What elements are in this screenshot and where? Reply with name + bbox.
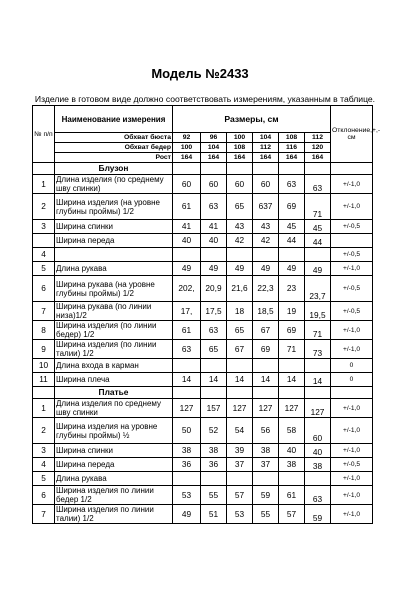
size-value: 53 [227, 505, 253, 524]
section-num-cell [33, 387, 55, 399]
size-value: 40 [201, 234, 227, 248]
row-number: 11 [33, 373, 55, 387]
size-value: 69 [279, 194, 305, 220]
row-number: 7 [33, 505, 55, 524]
row-number: 4 [33, 248, 55, 262]
size-value: 51 [201, 505, 227, 524]
table-row [33, 458, 373, 472]
size-value: 44 [279, 234, 305, 248]
row-number: 8 [33, 321, 55, 340]
size-value: 49 [253, 262, 279, 276]
row-number: 2 [33, 418, 55, 444]
size-value: 18,5 [253, 302, 279, 321]
empty-cell [201, 163, 227, 175]
row-number: 3 [33, 220, 55, 234]
size-value [253, 359, 279, 373]
deviation-value: 0 [331, 373, 373, 387]
table-row [33, 340, 373, 359]
size-value: 58 [279, 418, 305, 444]
table-row [33, 418, 373, 444]
size-value: 20,9 [201, 276, 227, 302]
measure-name: Ширина изделия (на уровне глубины проймы) 1/2 [55, 194, 173, 220]
size-value: 73 [305, 340, 331, 359]
size-value: 49 [173, 505, 201, 524]
deviation-value: +/-1,0 [331, 399, 373, 418]
row-number: 1 [33, 399, 55, 418]
deviation-value: +/-1,0 [331, 418, 373, 444]
size-value: 164 [201, 153, 227, 163]
size-value: 61 [173, 194, 201, 220]
row-number: 4 [33, 458, 55, 472]
size-value [279, 472, 305, 486]
size-value [227, 472, 253, 486]
size-value: 60 [305, 418, 331, 444]
size-value [227, 248, 253, 262]
size-value: 49 [279, 262, 305, 276]
size-value: 65 [201, 340, 227, 359]
size-value: 52 [201, 418, 227, 444]
size-value: 53 [173, 486, 201, 505]
size-value: 14 [279, 373, 305, 387]
measure-label: Обхват бедер [55, 143, 173, 153]
measure-name: Длина изделия (по среднему шву спинки) [55, 175, 173, 194]
size-value: 61 [173, 321, 201, 340]
empty-cell [279, 387, 305, 399]
measure-row [33, 153, 373, 163]
size-value: 112 [253, 143, 279, 153]
size-value: 23,7 [305, 276, 331, 302]
size-value [253, 248, 279, 262]
measure-name: Длина рукава [55, 262, 173, 276]
size-value: 116 [279, 143, 305, 153]
table-row [33, 373, 373, 387]
size-value: 60 [201, 175, 227, 194]
num-header: № п/п [33, 106, 55, 163]
size-value [253, 472, 279, 486]
measure-name: Ширина изделия (по линии талии) 1/2 [55, 340, 173, 359]
deviation-value: +/-0,5 [331, 458, 373, 472]
size-value: 60 [173, 175, 201, 194]
measure-name: Ширина рукава (на уровне глубины проймы) 1/2 [55, 276, 173, 302]
size-value: 14 [305, 373, 331, 387]
size-value: 57 [227, 486, 253, 505]
size-value: 19 [279, 302, 305, 321]
table-row [33, 321, 373, 340]
size-value: 63 [305, 175, 331, 194]
section-title: Блузон [55, 163, 173, 175]
table-row [33, 399, 373, 418]
size-value: 45 [279, 220, 305, 234]
size-value: 36 [173, 458, 201, 472]
empty-cell [173, 387, 201, 399]
measure-row [33, 133, 373, 143]
size-value: 22,3 [253, 276, 279, 302]
size-value: 23 [279, 276, 305, 302]
empty-cell [227, 163, 253, 175]
size-value: 59 [305, 505, 331, 524]
size-value: 100 [227, 133, 253, 143]
size-value: 41 [173, 220, 201, 234]
deviation-value: +/-1,0 [331, 472, 373, 486]
size-value: 42 [227, 234, 253, 248]
size-value: 67 [253, 321, 279, 340]
deviation-value [331, 234, 373, 248]
size-value: 164 [305, 153, 331, 163]
size-value: 104 [201, 143, 227, 153]
page-title: Модель №2433 [151, 66, 249, 81]
size-value: 36 [201, 458, 227, 472]
size-value: 17, [173, 302, 201, 321]
measure-name: Ширина плеча [55, 373, 173, 387]
size-value: 63 [279, 175, 305, 194]
page-subtitle: Изделие в готовом виде должно соответствовать измерениям, указанным в таблице. [34, 94, 376, 104]
table-row [33, 359, 373, 373]
size-value: 127 [173, 399, 201, 418]
size-value: 49 [227, 262, 253, 276]
size-value: 38 [279, 458, 305, 472]
size-value: 60 [227, 175, 253, 194]
size-value: 14 [227, 373, 253, 387]
size-value: 120 [305, 143, 331, 153]
size-value: 71 [305, 321, 331, 340]
deviation-value: +/-1,0 [331, 262, 373, 276]
size-value [201, 248, 227, 262]
measure-name: Ширина спинки [55, 444, 173, 458]
size-value: 127 [279, 399, 305, 418]
row-number: 3 [33, 444, 55, 458]
size-value: 39 [227, 444, 253, 458]
table-row [33, 194, 373, 220]
size-value: 104 [253, 133, 279, 143]
size-value: 127 [227, 399, 253, 418]
row-number: 10 [33, 359, 55, 373]
measure-label: Рост [55, 153, 173, 163]
size-value: 43 [227, 220, 253, 234]
size-value: 43 [253, 220, 279, 234]
measure-name: Ширина переда [55, 458, 173, 472]
table-row [33, 472, 373, 486]
deviation-value: +/-0,5 [331, 276, 373, 302]
size-value: 67 [227, 340, 253, 359]
measure-name: Длина рукава [55, 472, 173, 486]
size-value: 69 [253, 340, 279, 359]
size-value [201, 472, 227, 486]
table-row [33, 248, 373, 262]
size-value: 38 [173, 444, 201, 458]
size-value: 42 [253, 234, 279, 248]
size-value: 38 [253, 444, 279, 458]
size-value: 40 [305, 444, 331, 458]
size-value: 59 [253, 486, 279, 505]
size-value: 63 [201, 194, 227, 220]
size-value: 38 [201, 444, 227, 458]
empty-cell [331, 387, 373, 399]
size-value [227, 359, 253, 373]
table-row [33, 444, 373, 458]
size-value: 63 [201, 321, 227, 340]
size-value: 38 [305, 458, 331, 472]
size-value: 40 [279, 444, 305, 458]
deviation-value: +/-1,0 [331, 321, 373, 340]
size-value [305, 248, 331, 262]
size-value: 14 [201, 373, 227, 387]
size-value [173, 359, 201, 373]
measure-name: Ширина спинки [55, 220, 173, 234]
size-value: 55 [253, 505, 279, 524]
row-number [33, 234, 55, 248]
empty-cell [253, 163, 279, 175]
measure-name: Ширина переда [55, 234, 173, 248]
size-value: 164 [253, 153, 279, 163]
deviation-value: +/-1,0 [331, 486, 373, 505]
measure-label: Обхват бюста [55, 133, 173, 143]
size-value: 37 [227, 458, 253, 472]
deviation-value: +/-1,0 [331, 340, 373, 359]
table-row [33, 175, 373, 194]
size-value: 61 [279, 486, 305, 505]
table-row [33, 234, 373, 248]
deviation-value: +/-0,5 [331, 248, 373, 262]
size-value: 60 [253, 175, 279, 194]
size-value: 56 [253, 418, 279, 444]
measure-name: Ширина изделия по линии бедер 1/2 [55, 486, 173, 505]
size-value: 202, [173, 276, 201, 302]
size-value [201, 359, 227, 373]
empty-cell [227, 387, 253, 399]
size-value: 63 [305, 486, 331, 505]
size-value: 41 [201, 220, 227, 234]
section-title: Платье [55, 387, 173, 399]
sizes-header: Размеры, см [173, 106, 331, 133]
header-row [33, 106, 373, 133]
size-value: 69 [279, 321, 305, 340]
size-value: 92 [173, 133, 201, 143]
section-num-cell [33, 163, 55, 175]
deviation-value: +/-1,0 [331, 505, 373, 524]
size-value: 63 [173, 340, 201, 359]
size-value: 14 [173, 373, 201, 387]
table-row [33, 262, 373, 276]
row-number: 6 [33, 276, 55, 302]
size-value: 37 [253, 458, 279, 472]
size-value: 18 [227, 302, 253, 321]
size-value [305, 359, 331, 373]
table-row [33, 276, 373, 302]
size-value [279, 248, 305, 262]
empty-cell [201, 387, 227, 399]
size-value: 55 [201, 486, 227, 505]
empty-cell [253, 387, 279, 399]
measure-name: Длина изделия по среднему шву спинки [55, 399, 173, 418]
size-value: 50 [173, 418, 201, 444]
size-value: 17,5 [201, 302, 227, 321]
size-value: 108 [227, 143, 253, 153]
row-number: 2 [33, 194, 55, 220]
row-number: 5 [33, 472, 55, 486]
size-value: 71 [305, 194, 331, 220]
measure-name: Длина входа в карман [55, 359, 173, 373]
size-value: 127 [305, 399, 331, 418]
size-value: 21,6 [227, 276, 253, 302]
size-value: 49 [173, 262, 201, 276]
section-row [33, 163, 373, 175]
size-value: 164 [173, 153, 201, 163]
size-value: 54 [227, 418, 253, 444]
size-value: 108 [279, 133, 305, 143]
size-value: 157 [201, 399, 227, 418]
section-row [33, 387, 373, 399]
size-value: 65 [227, 194, 253, 220]
table-row [33, 486, 373, 505]
deviation-value: +/-0,5 [331, 302, 373, 321]
size-value: 19,5 [305, 302, 331, 321]
row-number: 9 [33, 340, 55, 359]
deviation-value: +/-1,0 [331, 175, 373, 194]
row-number: 7 [33, 302, 55, 321]
size-value: 49 [305, 262, 331, 276]
size-value: 164 [227, 153, 253, 163]
row-number: 5 [33, 262, 55, 276]
row-number: 6 [33, 486, 55, 505]
size-value: 127 [253, 399, 279, 418]
measure-row [33, 143, 373, 153]
deviation-value: 0 [331, 359, 373, 373]
measure-name [55, 248, 173, 262]
measure-name: Ширина изделия по линии талии) 1/2 [55, 505, 173, 524]
size-value: 112 [305, 133, 331, 143]
size-value [173, 472, 201, 486]
size-value: 71 [279, 340, 305, 359]
size-value: 65 [227, 321, 253, 340]
deviation-value: +/-1,0 [331, 194, 373, 220]
size-value: 637 [253, 194, 279, 220]
size-value: 40 [173, 234, 201, 248]
table-row [33, 220, 373, 234]
measure-name: Ширина изделия (по линии бедер) 1/2 [55, 321, 173, 340]
size-value: 49 [201, 262, 227, 276]
row-number: 1 [33, 175, 55, 194]
size-value [305, 472, 331, 486]
size-value [173, 248, 201, 262]
measurements-table [32, 105, 381, 524]
deviation-header: Отклонение,+,- см [331, 106, 373, 163]
deviation-value: +/-0,5 [331, 220, 373, 234]
empty-cell [305, 387, 331, 399]
size-value: 96 [201, 133, 227, 143]
size-value: 164 [279, 153, 305, 163]
size-value: 44 [305, 234, 331, 248]
empty-cell [173, 163, 201, 175]
measure-name: Ширина рукава (по линии низа)1/2 [55, 302, 173, 321]
measure-name: Ширина изделия на уровне глубины проймы) ½ [55, 418, 173, 444]
empty-cell [279, 163, 305, 175]
table-row [33, 505, 373, 524]
size-value: 14 [253, 373, 279, 387]
empty-cell [331, 163, 373, 175]
deviation-value: +/-1,0 [331, 444, 373, 458]
table-body [33, 106, 381, 524]
size-value: 57 [279, 505, 305, 524]
empty-cell [305, 163, 331, 175]
size-value: 45 [305, 220, 331, 234]
size-value [279, 359, 305, 373]
size-value: 100 [173, 143, 201, 153]
name-header: Наименование измерения [55, 106, 173, 133]
table-row [33, 302, 373, 321]
